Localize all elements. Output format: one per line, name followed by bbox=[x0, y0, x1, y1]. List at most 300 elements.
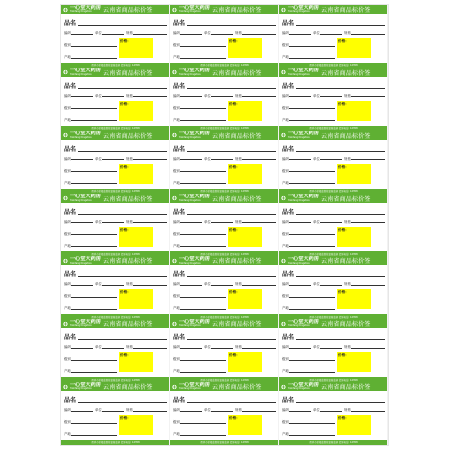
price-label: 价格： bbox=[229, 39, 240, 43]
brand-name-cn: 一心堂大药房 bbox=[69, 382, 101, 388]
brand-name-en: Yixintang Drugstore bbox=[287, 10, 310, 14]
unit-label: 单位 bbox=[204, 93, 211, 98]
brand-logo-mark-icon bbox=[172, 258, 177, 264]
brand-logo-mark-icon bbox=[281, 132, 286, 138]
brand-logo-mark-icon bbox=[172, 195, 177, 201]
unit-label: 单位 bbox=[95, 282, 102, 287]
grade-label: 级别 bbox=[64, 105, 71, 110]
code-label: 编码 bbox=[282, 31, 289, 35]
price-label: 价格： bbox=[229, 416, 240, 421]
spec-line bbox=[242, 34, 276, 35]
brand-name-en: Yixintang Drugstore bbox=[69, 261, 92, 265]
code-line bbox=[289, 96, 311, 97]
price-tag-footer: 黄河市价格监督检查局监制 投诉电话: 12358 bbox=[61, 377, 170, 382]
product-name-row bbox=[282, 332, 385, 341]
code-label: 编码 bbox=[173, 345, 180, 350]
product-name-row bbox=[64, 395, 167, 404]
spec-line bbox=[133, 34, 167, 35]
brand-name-en: Yixintang Drugstore bbox=[178, 73, 201, 77]
grade-label: 级别 bbox=[282, 294, 289, 299]
origin-line bbox=[71, 183, 117, 184]
price-box bbox=[119, 352, 153, 372]
product-name-label: 品名 bbox=[282, 271, 295, 279]
unit-label: 单位 bbox=[313, 282, 320, 287]
price-label: 价格： bbox=[338, 227, 349, 232]
brand-logo bbox=[172, 257, 210, 265]
unit-line bbox=[102, 159, 124, 160]
brand-name-en: Yixintang Drugstore bbox=[287, 198, 310, 202]
origin-line bbox=[180, 58, 226, 59]
price-tag-title: 云南省商品标价签 bbox=[103, 258, 153, 266]
price-tag-title: 云南省商品标价签 bbox=[212, 258, 262, 266]
price-tag-title: 云南省商品标价签 bbox=[103, 384, 153, 392]
spec-label: 规格 bbox=[126, 31, 133, 35]
price-tag-title: 云南省商品标价签 bbox=[321, 7, 371, 14]
brand-logo bbox=[281, 320, 319, 328]
code-label: 编码 bbox=[64, 345, 71, 350]
unit-line bbox=[102, 222, 124, 223]
code-line bbox=[180, 411, 202, 412]
price-tag bbox=[279, 256, 388, 319]
grade-line bbox=[289, 423, 335, 424]
price-tag bbox=[170, 319, 279, 382]
price-tag-footer: 黄河市价格监督检查局监制 投诉电话: 12358 bbox=[170, 63, 279, 68]
brand-logo bbox=[172, 68, 210, 76]
brand-logo-mark-icon bbox=[63, 7, 68, 13]
price-tag-footer: 黄河市价格监督检查局监制 投诉电话: 12358 bbox=[279, 126, 388, 131]
unit-label: 单位 bbox=[204, 219, 211, 224]
brand-logo bbox=[63, 320, 101, 328]
price-tag-title: 云南省商品标价签 bbox=[321, 258, 371, 266]
price-box bbox=[337, 38, 371, 58]
origin-label: 产地 bbox=[282, 117, 289, 122]
unit-label: 单位 bbox=[95, 31, 102, 35]
product-name-label: 品名 bbox=[173, 208, 186, 216]
unit-line bbox=[320, 96, 342, 97]
price-tag-title: 云南省商品标价签 bbox=[212, 69, 262, 77]
brand-logo-mark-icon bbox=[63, 321, 68, 327]
unit-label: 单位 bbox=[204, 345, 211, 350]
unit-label: 单位 bbox=[313, 219, 320, 224]
price-tag-footer: 黄河市价格监督检查局监制 投诉电话: 12358 bbox=[279, 314, 388, 319]
product-name-label: 品名 bbox=[64, 334, 77, 342]
price-label: 价格： bbox=[338, 290, 349, 295]
product-name-row bbox=[64, 144, 167, 153]
spec-line bbox=[242, 411, 276, 412]
code-line bbox=[289, 159, 311, 160]
brand-logo-mark-icon bbox=[63, 69, 68, 75]
brand-name-en: Yixintang Drugstore bbox=[287, 324, 310, 328]
product-name-line bbox=[187, 402, 276, 403]
grade-line bbox=[71, 108, 117, 109]
brand-name-en: Yixintang Drugstore bbox=[178, 198, 201, 202]
origin-label: 产地 bbox=[64, 243, 71, 248]
price-tag-header bbox=[61, 382, 170, 391]
code-label: 编码 bbox=[64, 31, 71, 35]
unit-label: 单位 bbox=[204, 156, 211, 161]
price-tag bbox=[170, 256, 279, 319]
code-line bbox=[71, 285, 93, 286]
price-tag-title: 云南省商品标价签 bbox=[321, 132, 371, 140]
price-box bbox=[228, 415, 262, 435]
grade-label: 级别 bbox=[173, 231, 180, 236]
origin-line bbox=[289, 435, 335, 436]
price-tag-footer: 黄河市价格监督检查局监制 投诉电话: 12358 bbox=[279, 377, 388, 382]
brand-logo bbox=[172, 383, 210, 391]
brand-logo bbox=[63, 194, 101, 202]
price-tag bbox=[279, 319, 388, 382]
price-tag-footer: 黄河市价格监督检查局监制 投诉电话: 12358 bbox=[170, 126, 279, 131]
brand-logo bbox=[63, 257, 101, 265]
price-tag-footer: 黄河市价格监督检查局监制 投诉电话: 12358 bbox=[170, 377, 279, 382]
code-line bbox=[71, 159, 93, 160]
price-tag-title: 云南省商品标价签 bbox=[321, 69, 371, 77]
code-label: 编码 bbox=[64, 219, 71, 224]
brand-name-cn: 一心堂大药房 bbox=[178, 319, 210, 325]
price-tag-footer: 黄河市价格监督检查局监制 投诉电话: 12358 bbox=[61, 63, 170, 68]
origin-line bbox=[180, 183, 226, 184]
unit-line bbox=[102, 348, 124, 349]
price-tag-footer: 黄河市价格监督检查局监制 投诉电话: 12358 bbox=[170, 440, 279, 445]
brand-logo bbox=[281, 194, 319, 202]
price-tag bbox=[170, 194, 279, 257]
brand-name-cn: 一心堂大药房 bbox=[287, 5, 319, 11]
price-tag-header bbox=[279, 319, 388, 328]
grade-line bbox=[289, 234, 335, 235]
product-name-row bbox=[282, 18, 385, 27]
product-name-line bbox=[187, 25, 276, 26]
price-label: 价格： bbox=[229, 227, 240, 232]
spec-line bbox=[133, 411, 167, 412]
unit-label: 单位 bbox=[95, 408, 102, 413]
price-tag-header bbox=[170, 5, 279, 14]
product-name-label: 品名 bbox=[282, 20, 295, 27]
brand-name-cn: 一心堂大药房 bbox=[69, 256, 101, 262]
price-tag-footer: 黄河市价格监督检查局监制 投诉电话: 12358 bbox=[61, 251, 170, 256]
price-box bbox=[228, 352, 262, 372]
product-name-line bbox=[296, 339, 385, 340]
price-tag bbox=[279, 5, 388, 68]
brand-name-cn: 一心堂大药房 bbox=[287, 67, 319, 74]
price-box bbox=[337, 164, 371, 184]
price-tag-footer: 黄河市价格监督检查局监制 投诉电话: 12358 bbox=[61, 314, 170, 319]
grade-line bbox=[289, 108, 335, 109]
code-label: 编码 bbox=[173, 31, 180, 35]
price-tag-title: 云南省商品标价签 bbox=[212, 321, 262, 329]
product-name-line bbox=[187, 214, 276, 215]
brand-logo-mark-icon bbox=[63, 132, 68, 138]
spec-label: 规格 bbox=[235, 282, 242, 287]
spec-label: 规格 bbox=[344, 282, 351, 287]
price-tag-header bbox=[170, 256, 279, 265]
origin-label: 产地 bbox=[282, 55, 289, 59]
code-label: 编码 bbox=[282, 156, 289, 161]
code-label: 编码 bbox=[64, 93, 71, 98]
code-line bbox=[71, 34, 93, 35]
origin-label: 产地 bbox=[173, 306, 180, 311]
price-tag-header bbox=[279, 131, 388, 140]
origin-line bbox=[289, 120, 335, 121]
brand-name-en: Yixintang Drugstore bbox=[69, 198, 92, 202]
price-box bbox=[228, 289, 262, 309]
price-box bbox=[119, 101, 153, 121]
brand-logo-mark-icon bbox=[63, 384, 68, 390]
origin-line bbox=[180, 246, 226, 247]
code-line bbox=[289, 222, 311, 223]
price-box bbox=[337, 352, 371, 372]
price-tag-title: 云南省商品标价签 bbox=[321, 384, 371, 392]
grade-label: 级别 bbox=[64, 231, 71, 236]
brand-logo bbox=[63, 383, 101, 391]
origin-label: 产地 bbox=[173, 55, 180, 59]
brand-name-en: Yixintang Drugstore bbox=[178, 135, 201, 139]
brand-name-cn: 一心堂大药房 bbox=[287, 193, 319, 200]
product-name-label: 品名 bbox=[282, 208, 295, 216]
product-name-line bbox=[296, 402, 385, 403]
price-tag-header bbox=[170, 382, 279, 391]
price-box bbox=[337, 101, 371, 121]
product-name-row bbox=[282, 81, 385, 90]
origin-line bbox=[180, 309, 226, 310]
brand-logo bbox=[63, 131, 101, 139]
grade-label: 级别 bbox=[282, 357, 289, 362]
brand-name-en: Yixintang Drugstore bbox=[178, 387, 201, 391]
price-tag-header bbox=[61, 194, 170, 203]
price-box bbox=[119, 164, 153, 184]
price-tag bbox=[61, 256, 170, 319]
product-name-label: 品名 bbox=[282, 334, 295, 342]
code-label: 编码 bbox=[173, 219, 180, 224]
price-tag-title: 云南省商品标价签 bbox=[103, 321, 153, 329]
unit-line bbox=[211, 222, 233, 223]
origin-line bbox=[71, 246, 117, 247]
price-tag-footer: 黄河市价格监督检查局监制 投诉电话: 12358 bbox=[61, 126, 170, 131]
brand-name-cn: 一心堂大药房 bbox=[178, 193, 210, 200]
grade-line bbox=[71, 234, 117, 235]
product-name-label: 品名 bbox=[173, 145, 186, 153]
origin-label: 产地 bbox=[64, 117, 71, 122]
price-label: 价格： bbox=[120, 39, 131, 43]
price-box bbox=[119, 227, 153, 247]
grade-label: 级别 bbox=[282, 231, 289, 236]
spec-label: 规格 bbox=[344, 219, 351, 224]
origin-label: 产地 bbox=[282, 306, 289, 311]
brand-name-cn: 一心堂大药房 bbox=[178, 130, 210, 137]
spec-line bbox=[242, 222, 276, 223]
grade-line bbox=[180, 423, 226, 424]
spec-line bbox=[133, 96, 167, 97]
brand-name-cn: 一心堂大药房 bbox=[69, 193, 101, 200]
price-tag-title: 云南省商品标价签 bbox=[212, 7, 262, 14]
price-tag-title: 云南省商品标价签 bbox=[103, 69, 153, 77]
grade-line bbox=[289, 171, 335, 172]
grade-label: 级别 bbox=[282, 43, 289, 47]
product-name-line bbox=[187, 151, 276, 152]
price-tag-title: 云南省商品标价签 bbox=[321, 321, 371, 329]
unit-label: 单位 bbox=[95, 345, 102, 350]
price-tag bbox=[279, 382, 388, 445]
grade-label: 级别 bbox=[64, 43, 71, 47]
code-line bbox=[180, 159, 202, 160]
price-tag-footer: 黄河市价格监督检查局监制 投诉电话: 12358 bbox=[170, 314, 279, 319]
code-line bbox=[180, 348, 202, 349]
price-tag-header bbox=[279, 382, 388, 391]
unit-label: 单位 bbox=[313, 156, 320, 161]
price-tag-footer: 黄河市价格监督检查局监制 投诉电话: 12358 bbox=[61, 189, 170, 194]
grade-label: 级别 bbox=[282, 420, 289, 425]
code-line bbox=[71, 348, 93, 349]
product-name-label: 品名 bbox=[173, 397, 186, 405]
spec-label: 规格 bbox=[344, 345, 351, 350]
unit-label: 单位 bbox=[95, 156, 102, 161]
brand-name-en: Yixintang Drugstore bbox=[69, 135, 92, 139]
price-tag-header bbox=[61, 131, 170, 140]
brand-name-en: Yixintang Drugstore bbox=[178, 324, 201, 328]
product-name-row bbox=[173, 144, 276, 153]
brand-name-en: Yixintang Drugstore bbox=[178, 261, 201, 265]
spec-line bbox=[351, 285, 385, 286]
origin-line bbox=[180, 435, 226, 436]
spec-line bbox=[351, 96, 385, 97]
unit-label: 单位 bbox=[313, 408, 320, 413]
spec-label: 规格 bbox=[344, 408, 351, 413]
origin-line bbox=[289, 309, 335, 310]
price-label: 价格： bbox=[229, 164, 240, 169]
grade-label: 级别 bbox=[64, 294, 71, 299]
product-name-label: 品名 bbox=[173, 20, 186, 27]
brand-name-cn: 一心堂大药房 bbox=[287, 319, 319, 325]
brand-name-en: Yixintang Drugstore bbox=[69, 10, 92, 14]
grade-line bbox=[71, 423, 117, 424]
price-label: 价格： bbox=[120, 164, 131, 169]
price-tag-header bbox=[170, 131, 279, 140]
brand-name-en: Yixintang Drugstore bbox=[69, 387, 92, 391]
spec-line bbox=[242, 159, 276, 160]
brand-logo-mark-icon bbox=[281, 384, 286, 390]
brand-logo bbox=[281, 131, 319, 139]
code-label: 编码 bbox=[64, 156, 71, 161]
product-name-label: 品名 bbox=[64, 20, 77, 27]
price-label: 价格： bbox=[120, 101, 131, 106]
unit-label: 单位 bbox=[204, 408, 211, 413]
origin-label: 产地 bbox=[64, 306, 71, 311]
product-name-line bbox=[187, 88, 276, 89]
price-tag bbox=[61, 68, 170, 131]
brand-name-en: Yixintang Drugstore bbox=[178, 10, 201, 14]
spec-line bbox=[133, 285, 167, 286]
product-name-row bbox=[173, 81, 276, 90]
grade-label: 级别 bbox=[282, 168, 289, 173]
grade-label: 级别 bbox=[173, 168, 180, 173]
brand-name-cn: 一心堂大药房 bbox=[178, 256, 210, 262]
brand-logo bbox=[281, 257, 319, 265]
product-name-line bbox=[296, 25, 385, 26]
grade-line bbox=[180, 297, 226, 298]
spec-label: 规格 bbox=[235, 156, 242, 161]
spec-label: 规格 bbox=[126, 282, 133, 287]
brand-name-cn: 一心堂大药房 bbox=[69, 67, 101, 74]
price-box bbox=[228, 101, 262, 121]
price-tag bbox=[61, 5, 170, 68]
price-tag bbox=[61, 382, 170, 445]
grade-label: 级别 bbox=[173, 294, 180, 299]
code-label: 编码 bbox=[282, 93, 289, 98]
grade-label: 级别 bbox=[64, 420, 71, 425]
unit-line bbox=[320, 222, 342, 223]
brand-logo bbox=[172, 320, 210, 328]
brand-name-en: Yixintang Drugstore bbox=[287, 73, 310, 77]
code-line bbox=[71, 222, 93, 223]
brand-logo bbox=[172, 6, 210, 14]
grade-line bbox=[71, 46, 117, 47]
price-tag-footer: 黄河市价格监督检查局监制 投诉电话: 12358 bbox=[170, 251, 279, 256]
spec-line bbox=[133, 222, 167, 223]
brand-logo-mark-icon bbox=[63, 258, 68, 264]
spec-label: 规格 bbox=[235, 408, 242, 413]
price-box bbox=[119, 289, 153, 309]
price-label: 价格： bbox=[120, 353, 131, 358]
price-tag-header bbox=[170, 68, 279, 77]
origin-line bbox=[71, 58, 117, 59]
origin-label: 产地 bbox=[64, 55, 71, 59]
product-name-line bbox=[78, 402, 167, 403]
brand-logo bbox=[281, 6, 319, 14]
price-tag-title: 云南省商品标价签 bbox=[212, 195, 262, 203]
price-label: 价格： bbox=[120, 227, 131, 232]
product-name-label: 品名 bbox=[64, 271, 77, 279]
price-tag-header bbox=[170, 319, 279, 328]
price-tag-header bbox=[61, 68, 170, 77]
code-line bbox=[71, 96, 93, 97]
brand-logo-mark-icon bbox=[281, 321, 286, 327]
grade-line bbox=[180, 234, 226, 235]
brand-logo-mark-icon bbox=[281, 258, 286, 264]
price-tag-header bbox=[61, 319, 170, 328]
spec-line bbox=[351, 411, 385, 412]
price-label: 价格： bbox=[229, 101, 240, 106]
brand-name-en: Yixintang Drugstore bbox=[287, 261, 310, 265]
product-name-row bbox=[64, 18, 167, 27]
spec-label: 规格 bbox=[126, 156, 133, 161]
spec-label: 规格 bbox=[344, 156, 351, 161]
price-tag-footer: 黄河市价格监督检查局监制 投诉电话: 12358 bbox=[170, 189, 279, 194]
origin-label: 产地 bbox=[173, 180, 180, 185]
origin-label: 产地 bbox=[282, 180, 289, 185]
unit-line bbox=[320, 159, 342, 160]
grade-label: 级别 bbox=[173, 105, 180, 110]
product-name-line bbox=[187, 339, 276, 340]
price-tag-header bbox=[170, 194, 279, 203]
grade-line bbox=[180, 360, 226, 361]
brand-name-cn: 一心堂大药房 bbox=[69, 5, 101, 11]
brand-logo-mark-icon bbox=[281, 7, 286, 13]
code-line bbox=[289, 348, 311, 349]
unit-line bbox=[320, 34, 342, 35]
origin-label: 产地 bbox=[173, 243, 180, 248]
grade-label: 级别 bbox=[173, 420, 180, 425]
price-tag bbox=[61, 319, 170, 382]
spec-line bbox=[351, 222, 385, 223]
product-name-row bbox=[282, 395, 385, 404]
spec-line bbox=[351, 159, 385, 160]
price-tag bbox=[61, 194, 170, 257]
price-tag bbox=[279, 194, 388, 257]
origin-line bbox=[71, 372, 117, 373]
spec-line bbox=[351, 34, 385, 35]
price-tag bbox=[170, 382, 279, 445]
price-tag-header bbox=[279, 256, 388, 265]
origin-label: 产地 bbox=[282, 369, 289, 374]
